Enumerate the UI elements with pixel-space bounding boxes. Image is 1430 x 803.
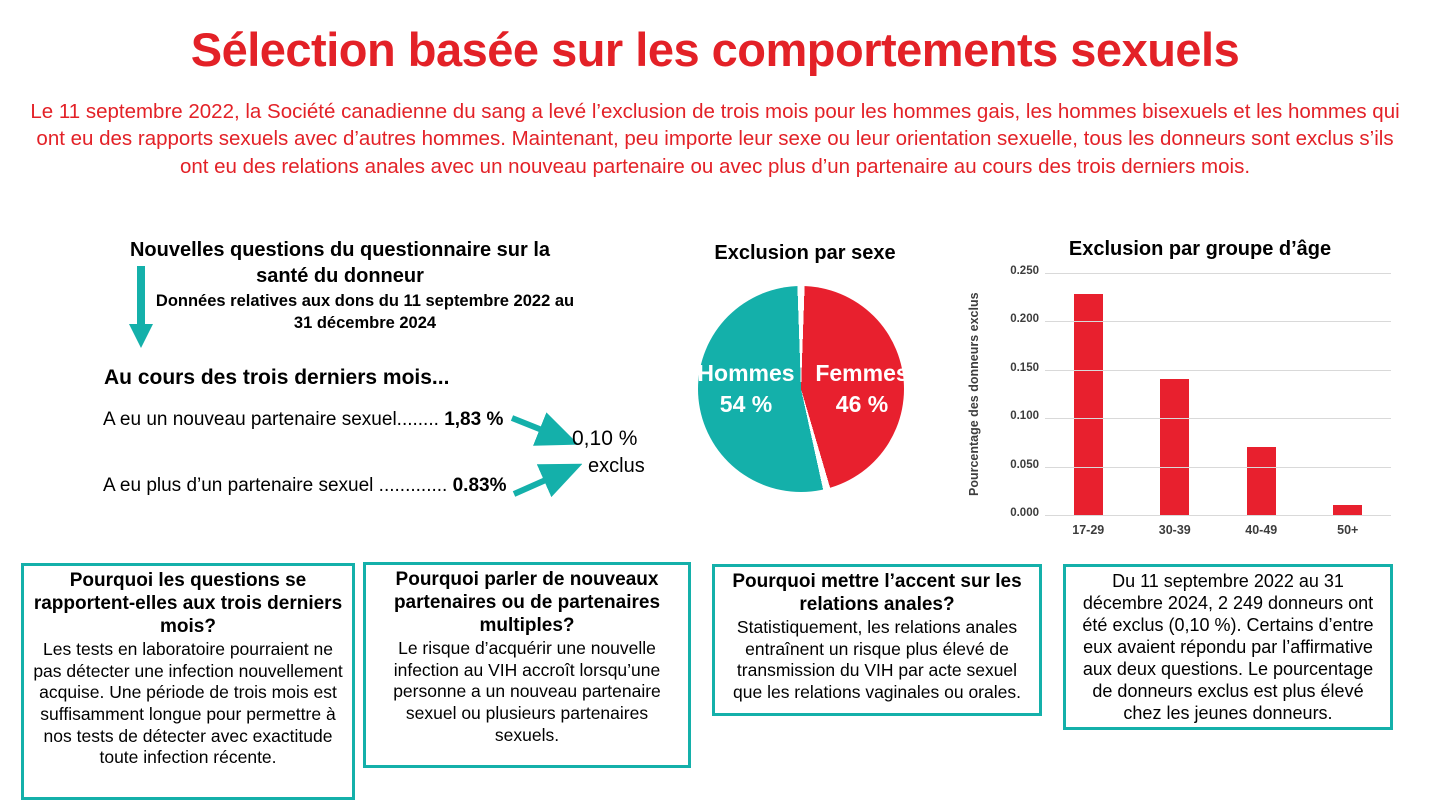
faq-box-body: Statistiquement, les relations anales entraînent un risque plus élevé de transmission du VIH par acte sexuel que les relations vaginales ou orales. xyxy=(733,616,1021,703)
faq-box-title: Pourquoi parler de nouveaux partenaires ou de partenaires multiples? xyxy=(393,569,661,636)
x-tick-label: 50+ xyxy=(1337,523,1359,537)
faq-box-body: Les tests en laboratoire pourraient ne pas détecter une infection nouvellement acquise. Une période de trois mois est suffisamment longue pour permettre à nos tests de détecter avec exactitude toute infection récente. xyxy=(33,638,343,768)
question-label: A eu un nouveau partenaire sexuel........ xyxy=(103,409,445,430)
faq-box-three-months xyxy=(21,563,355,800)
gridline xyxy=(1045,418,1391,419)
bar-17-29 xyxy=(1074,294,1103,515)
x-tick-label: 17-29 xyxy=(1072,523,1105,537)
gridline xyxy=(1045,370,1391,371)
faq-box-title: Pourquoi mettre l’accent sur les relations anales? xyxy=(732,571,1022,615)
y-tick-label: 0.050 xyxy=(1010,458,1039,471)
x-tick-label: 40-49 xyxy=(1245,523,1278,537)
gridline xyxy=(1045,273,1391,274)
excluded-percentage-value: 0,10 % xyxy=(572,427,638,450)
bar-40-49 xyxy=(1247,447,1276,515)
slice-percent: 46 % xyxy=(835,391,889,418)
pie-chart-title: Exclusion par sexe xyxy=(714,242,896,264)
question-value: 0.83% xyxy=(452,475,507,496)
slice-name: Hommes xyxy=(697,360,795,386)
bars-container xyxy=(1045,273,1391,515)
period-heading: Au cours des trois derniers mois... xyxy=(104,366,450,389)
faq-box-title: Pourquoi les questions se rapportent-elles aux trois derniers mois? xyxy=(33,570,343,637)
bar-chart-title: Exclusion par groupe d’âge xyxy=(1068,238,1332,260)
intro-text: Le 11 septembre 2022, la Société canadienne du sang a levé l’exclusion de trois mois pour les hommes gais, les hommes bisexuels et les hommes qui ont eu des rapports sexuels avec d’autres hommes. Maintenant, peu importe leur sexe ou leur orientation sexuelle, tous les donneurs sont exclus s’ils ont eu des relations anales avec un nouveau partenaire ou avec plus d’un partenaire au cours des trois derniers mois. xyxy=(30,100,1400,178)
questionnaire-subheading: Données relatives aux dons du 11 septembre 2022 au 31 décembre 2024 xyxy=(155,292,575,332)
bar-30-39 xyxy=(1160,379,1189,515)
gridline xyxy=(1045,321,1391,322)
y-tick-label: 0.250 xyxy=(1010,265,1039,277)
summary-box-body: Du 11 septembre 2022 au 31 décembre 2024, 2 249 donneurs ont été exclus (0,10 %). Certains d’entre eux avaient répondu par l’affirmative aux deux questions. Le pourcentage de donneurs exclus est plus élevé chez les jeunes donneurs. xyxy=(1082,571,1374,723)
bar-chart-y-axis-label: Pourcentage des donneurs exclus xyxy=(967,292,981,496)
y-tick-label: 0.200 xyxy=(1010,313,1039,326)
arrow-right-up-icon xyxy=(510,458,582,500)
questionnaire-heading: Nouvelles questions du questionnaire sur la santé du donneur xyxy=(129,239,551,287)
pie-slice-label-femmes xyxy=(810,358,914,420)
slice-percent: 54 % xyxy=(719,391,773,418)
faq-box-new-partners xyxy=(363,562,691,768)
question-value: 1,83 % xyxy=(444,409,504,430)
summary-box-statistics xyxy=(1063,564,1393,730)
gridline xyxy=(1045,515,1391,516)
y-tick-label: 0.000 xyxy=(1010,507,1039,519)
arrow-right-down-icon xyxy=(508,412,580,450)
x-tick-label: 30-39 xyxy=(1158,523,1191,537)
page-title: Sélection basée sur les comportements sexuels xyxy=(190,23,1240,76)
bar-column xyxy=(1305,273,1392,515)
gridline xyxy=(1045,467,1391,468)
question-label: A eu plus d’un partenaire sexuel ............. xyxy=(103,475,453,496)
pie-slice-label-hommes xyxy=(694,358,798,420)
bar-chart-section xyxy=(965,236,1397,548)
question-line-multiple-partners xyxy=(103,475,506,497)
y-tick-label: 0.100 xyxy=(1010,410,1039,423)
pie-chart-section xyxy=(660,236,950,521)
question-line-new-partner xyxy=(103,409,503,431)
bar-column xyxy=(1218,273,1305,515)
bar-50+ xyxy=(1333,505,1362,515)
slice-name: Femmes xyxy=(815,360,909,386)
faq-box-body: Le risque d’acquérir une nouvelle infection au VIH accroît lorsqu’une personne a un nouveau partenaire sexuel ou plusieurs partenaires sexuels. xyxy=(393,637,661,745)
age-exclusion-bar-chart xyxy=(1045,273,1391,515)
bar-column xyxy=(1045,273,1132,515)
y-tick-label: 0.150 xyxy=(1010,361,1039,374)
excluded-percentage-label: exclus xyxy=(588,455,645,477)
faq-box-anal-relations xyxy=(712,564,1042,716)
bar-column xyxy=(1132,273,1219,515)
x-axis-labels xyxy=(1045,523,1391,537)
